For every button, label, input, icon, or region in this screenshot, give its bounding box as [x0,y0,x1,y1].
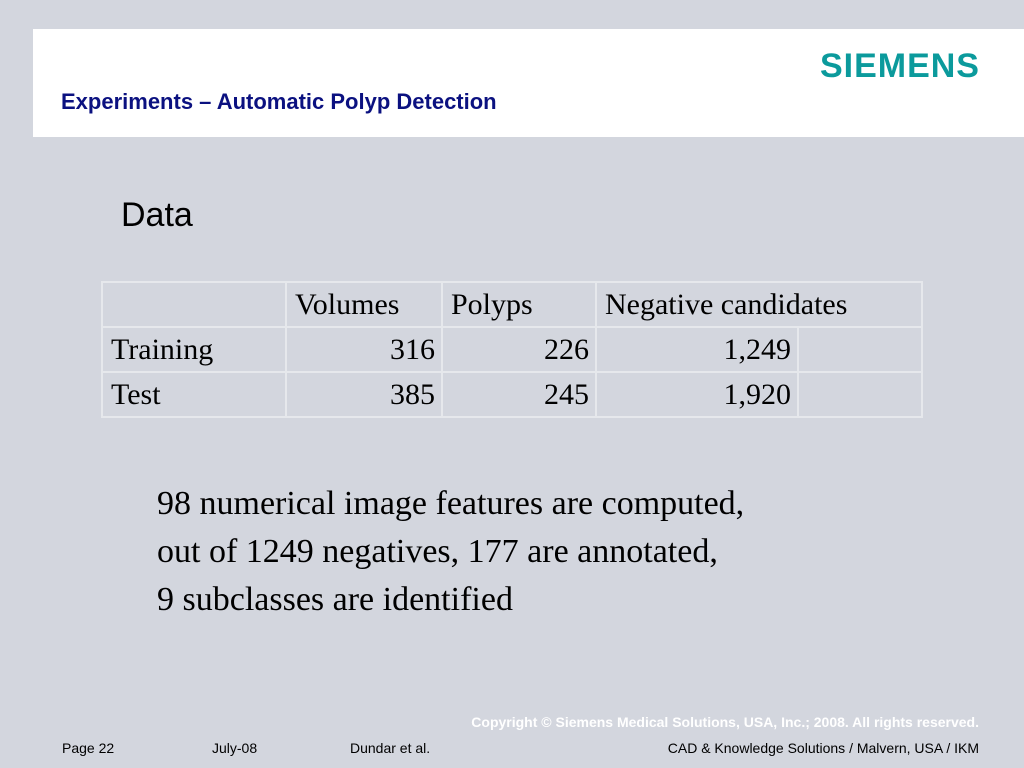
slide-title: Experiments – Automatic Polyp Detection [61,89,497,114]
copyright-notice: Copyright © Siemens Medical Solutions, USA, Inc.; 2008. All rights reserved. [471,714,979,730]
footer-date: July-08 [212,740,258,756]
footer-organization: CAD & Knowledge Solutions / Malvern, USA / IKM [667,740,979,756]
footer-author: Dundar et al. [350,740,431,756]
body-text [157,480,744,624]
empty-cell [798,372,922,417]
siemens-logo: SIEMENS [819,47,980,85]
body-line: 98 numerical image features are computed, [157,485,745,522]
section-heading: Data [121,196,193,234]
row-label-training: Training [102,327,286,372]
table-cell: 1,249 [596,327,798,372]
row-label-test: Test [102,372,286,417]
table-header-volumes: Volumes [286,282,442,327]
table-header-row [102,282,922,327]
body-line: 9 subclasses are identified [157,581,513,618]
table-cell: 1,920 [596,372,798,417]
table-header-cell [102,282,286,327]
footer-page-number: Page 22 [62,740,115,756]
table-header-polyps: Polyps [442,282,596,327]
body-line: out of 1249 negatives, 177 are annotated, [157,533,718,570]
table-cell: 245 [442,372,596,417]
empty-cell [798,327,922,372]
header-band [33,29,1024,137]
table-row [102,372,922,417]
table-cell: 385 [286,372,442,417]
data-table [101,281,923,418]
table-header-negative-candidates: Negative candidates [596,282,922,327]
table-row [102,327,922,372]
table-cell: 226 [442,327,596,372]
table-cell: 316 [286,327,442,372]
